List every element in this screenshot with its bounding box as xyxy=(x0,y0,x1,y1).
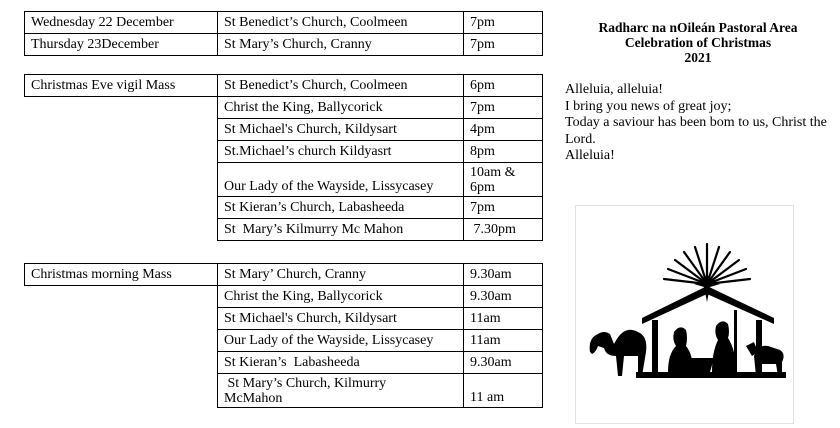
table-row xyxy=(25,286,543,308)
church-cell xyxy=(218,374,464,408)
header-title: Radharc na nOileán Pastoral Area xyxy=(598,20,798,35)
church-cell: St.Michael’s church Kildyasrt xyxy=(218,141,464,163)
nativity-scene-icon xyxy=(576,206,793,423)
time-cell: 11 am xyxy=(464,374,543,408)
empty-cell xyxy=(25,352,218,374)
verse-line: Alleluia, alleluia! xyxy=(565,82,663,97)
day-cell: Wednesday 22 December xyxy=(25,12,218,34)
nativity-image xyxy=(575,205,794,424)
empty-cell xyxy=(25,119,218,141)
header-year: 2021 xyxy=(684,50,712,65)
table-row xyxy=(25,119,543,141)
church-cell: St Kieran’s Church, Labasheeda xyxy=(218,197,464,219)
scripture-verse xyxy=(565,82,833,165)
time-line: 10am & xyxy=(470,164,516,180)
church-cell: Christ the King, Ballycorick xyxy=(218,97,464,119)
day-cell: Thursday 23December xyxy=(25,34,218,56)
time-cell: 7pm xyxy=(464,34,543,56)
table-row xyxy=(25,197,543,219)
church-cell: Christ the King, Ballycorick xyxy=(218,286,464,308)
table-row xyxy=(25,141,543,163)
december-schedule-table xyxy=(24,11,543,56)
church-cell: St Michael's Church, Kildysart xyxy=(218,119,464,141)
time-cell: 9.30am xyxy=(464,286,543,308)
verse-line: Alleluia! xyxy=(565,148,615,163)
time-cell: 4pm xyxy=(464,119,543,141)
empty-cell xyxy=(25,286,218,308)
verse-line: I bring you news of great joy; xyxy=(565,98,732,114)
empty-cell xyxy=(25,219,218,241)
mass-type-cell: Christmas Eve vigil Mass xyxy=(25,75,218,97)
mass-type-cell: Christmas morning Mass xyxy=(25,264,218,286)
church-cell: St Benedict’s Church, Coolmeen xyxy=(218,12,464,34)
table-row xyxy=(25,308,543,330)
church-cell: Our Lady of the Wayside, Lissycasey xyxy=(218,330,464,352)
time-line: 6pm xyxy=(470,179,495,195)
time-cell xyxy=(464,163,543,197)
table-row xyxy=(25,97,543,119)
table-row xyxy=(25,374,543,408)
church-cell: St Mary’ Church, Cranny xyxy=(218,264,464,286)
verse-line: Today a saviour has been bom to us, Christ the Lord. xyxy=(565,115,827,147)
table-row xyxy=(25,264,543,286)
empty-cell xyxy=(25,197,218,219)
church-line: McMahon xyxy=(224,390,283,406)
empty-cell xyxy=(25,374,218,408)
table-row xyxy=(25,352,543,374)
church-line: St Mary’s Church, Kilmurry xyxy=(224,375,387,391)
time-cell: 7pm xyxy=(464,97,543,119)
table-row xyxy=(25,330,543,352)
christmas-morning-schedule-table xyxy=(24,263,543,408)
time-cell: 11am xyxy=(464,330,543,352)
church-cell: St Michael's Church, Kildysart xyxy=(218,308,464,330)
table-row xyxy=(25,163,543,197)
christmas-eve-schedule-table xyxy=(24,74,543,241)
time-cell: 8pm xyxy=(464,141,543,163)
time-cell: 9.30am xyxy=(464,352,543,374)
church-cell: St Benedict’s Church, Coolmeen xyxy=(218,75,464,97)
time-cell: 6pm xyxy=(464,75,543,97)
church-cell: St Mary’s Kilmurry Mc Mahon xyxy=(218,219,464,241)
time-cell: 7pm xyxy=(464,197,543,219)
header-subtitle: Celebration of Christmas xyxy=(624,35,772,50)
empty-cell xyxy=(25,163,218,197)
table-row xyxy=(25,219,543,241)
empty-cell xyxy=(25,308,218,330)
time-cell: 7.30pm xyxy=(464,219,543,241)
table-row xyxy=(25,75,543,97)
document-header xyxy=(568,20,828,65)
empty-cell xyxy=(25,330,218,352)
time-cell: 7pm xyxy=(464,12,543,34)
church-cell: Our Lady of the Wayside, Lissycasey xyxy=(218,163,464,197)
time-cell: 11am xyxy=(464,308,543,330)
time-cell: 9.30am xyxy=(464,264,543,286)
church-cell: St Mary’s Church, Cranny xyxy=(218,34,464,56)
church-cell: St Kieran’s Labasheeda xyxy=(218,352,464,374)
table-row xyxy=(25,12,543,34)
empty-cell xyxy=(25,141,218,163)
table-row xyxy=(25,34,543,56)
empty-cell xyxy=(25,97,218,119)
